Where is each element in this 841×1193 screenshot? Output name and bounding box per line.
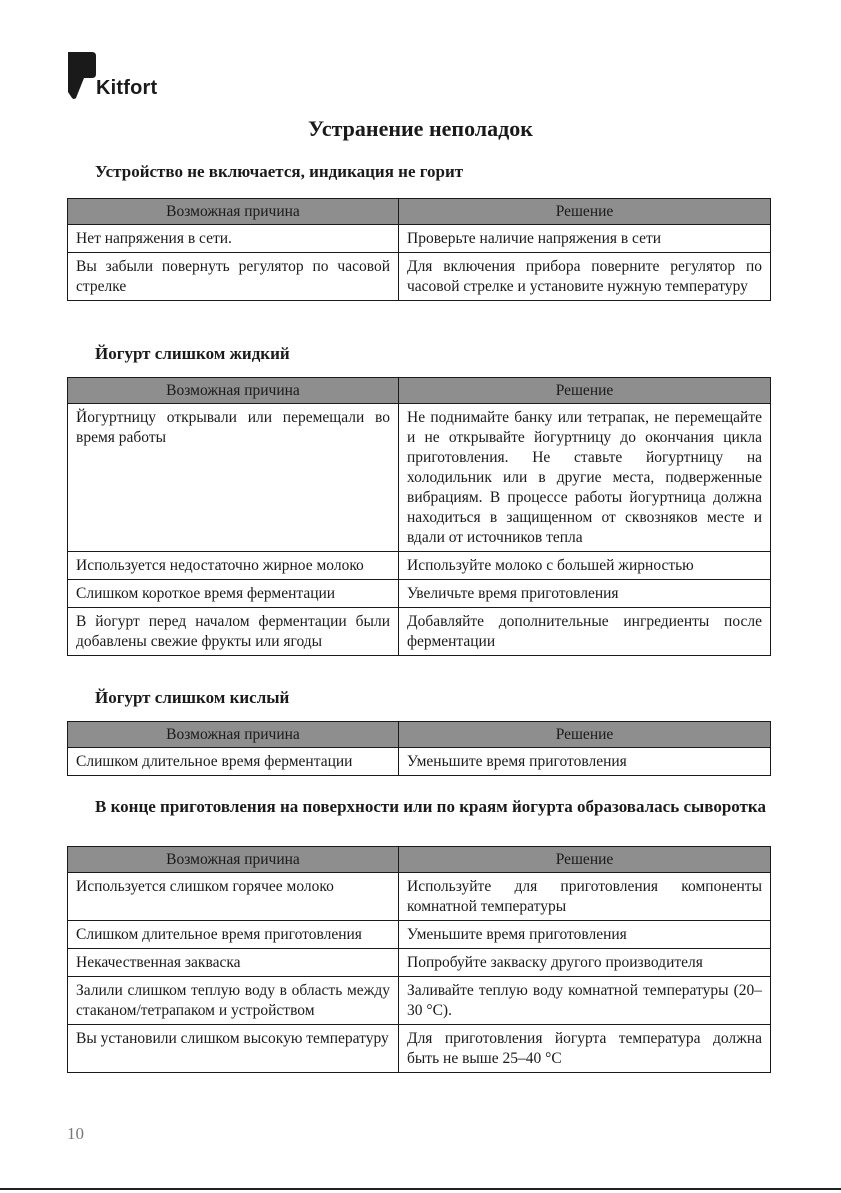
cause-cell: Вы забыли повернуть регулятор по часовой стрелке — [68, 253, 399, 301]
header-solution: Решение — [399, 378, 771, 404]
solution-cell: Уменьшите время приготовления — [399, 748, 771, 776]
table-header-row — [68, 378, 771, 404]
section-heading-4: В конце приготовления на поверхности или по краям йогурта образовалась сыворотка — [95, 797, 766, 816]
troubleshooting-table-3 — [67, 721, 771, 776]
section-heading-2: Йогурт слишком жидкий — [95, 344, 290, 363]
cause-cell: Слишком длительное время ферментации — [68, 748, 399, 776]
table-row — [68, 253, 771, 301]
solution-cell: Проверьте наличие напряжения в сети — [399, 225, 771, 253]
table-row — [68, 580, 771, 608]
cause-cell: Залили слишком теплую воду в область между стаканом/тетрапаком и устройством — [68, 977, 399, 1025]
table-row — [68, 748, 771, 776]
header-cause: Возможная причина — [68, 847, 399, 873]
table-row — [68, 977, 771, 1025]
section-heading-1: Устройство не включается, индикация не горит — [95, 162, 464, 181]
solution-cell: Увеличьте время приготовления — [399, 580, 771, 608]
cause-cell: Слишком длительное время приготовления — [68, 921, 399, 949]
cause-cell: Вы установили слишком высокую температуру — [68, 1025, 399, 1073]
table-row — [68, 404, 771, 552]
header-cause: Возможная причина — [68, 378, 399, 404]
cause-cell: Используется слишком горячее молоко — [68, 873, 399, 921]
table-row — [68, 1025, 771, 1073]
table-row — [68, 949, 771, 977]
table-row — [68, 873, 771, 921]
solution-cell: Не поднимайте банку или тетрапак, не перемещайте и не открывайте йогуртницу до окончания цикла приготовления. Не ставьте йогуртницу на холодильник или в другие места, подверженные вибрациям. В процессе работы йогуртница должна находиться в защищенном от сквозняков месте и вдали от источников тепла — [399, 404, 771, 552]
cause-cell: Йогуртницу открывали или перемещали во время работы — [68, 404, 399, 552]
kitfort-logo — [66, 52, 166, 100]
header-cause: Возможная причина — [68, 722, 399, 748]
solution-cell: Уменьшите время приготовления — [399, 921, 771, 949]
header-cause: Возможная причина — [68, 199, 399, 225]
solution-cell: Для приготовления йогурта температура должна быть не выше 25–40 °C — [399, 1025, 771, 1073]
table-header-row — [68, 722, 771, 748]
table-row — [68, 225, 771, 253]
table-row — [68, 921, 771, 949]
solution-cell: Используйте молоко с большей жирностью — [399, 552, 771, 580]
troubleshooting-table-1 — [67, 198, 771, 301]
cause-cell: Используется недостаточно жирное молоко — [68, 552, 399, 580]
table-header-row — [68, 199, 771, 225]
header-solution: Решение — [399, 199, 771, 225]
solution-cell: Для включения прибора поверните регулятор по часовой стрелке и установите нужную температуру — [399, 253, 771, 301]
page-title: Устранение неполадок — [308, 116, 533, 141]
page-number: 10 — [67, 1124, 84, 1143]
troubleshooting-table-4 — [67, 846, 771, 1073]
table-row — [68, 608, 771, 656]
header-solution: Решение — [399, 722, 771, 748]
table-header-row — [68, 847, 771, 873]
solution-cell: Заливайте теплую воду комнатной температуры (20–30 °C). — [399, 977, 771, 1025]
header-solution: Решение — [399, 847, 771, 873]
cause-cell: Некачественная закваска — [68, 949, 399, 977]
cause-cell: Нет напряжения в сети. — [68, 225, 399, 253]
table-row — [68, 552, 771, 580]
cause-cell: В йогурт перед началом ферментации были добавлены свежие фрукты или ягоды — [68, 608, 399, 656]
cause-cell: Слишком короткое время ферментации — [68, 580, 399, 608]
brand-name: Kitfort — [96, 77, 158, 99]
bottom-rule — [0, 1188, 841, 1190]
section-heading-3: Йогурт слишком кислый — [95, 688, 290, 707]
solution-cell: Добавляйте дополнительные ингредиенты после ферментации — [399, 608, 771, 656]
kitfort-logo-icon — [66, 52, 98, 100]
solution-cell: Попробуйте закваску другого производителя — [399, 949, 771, 977]
solution-cell: Используйте для приготовления компоненты комнатной температуры — [399, 873, 771, 921]
troubleshooting-table-2 — [67, 377, 771, 656]
